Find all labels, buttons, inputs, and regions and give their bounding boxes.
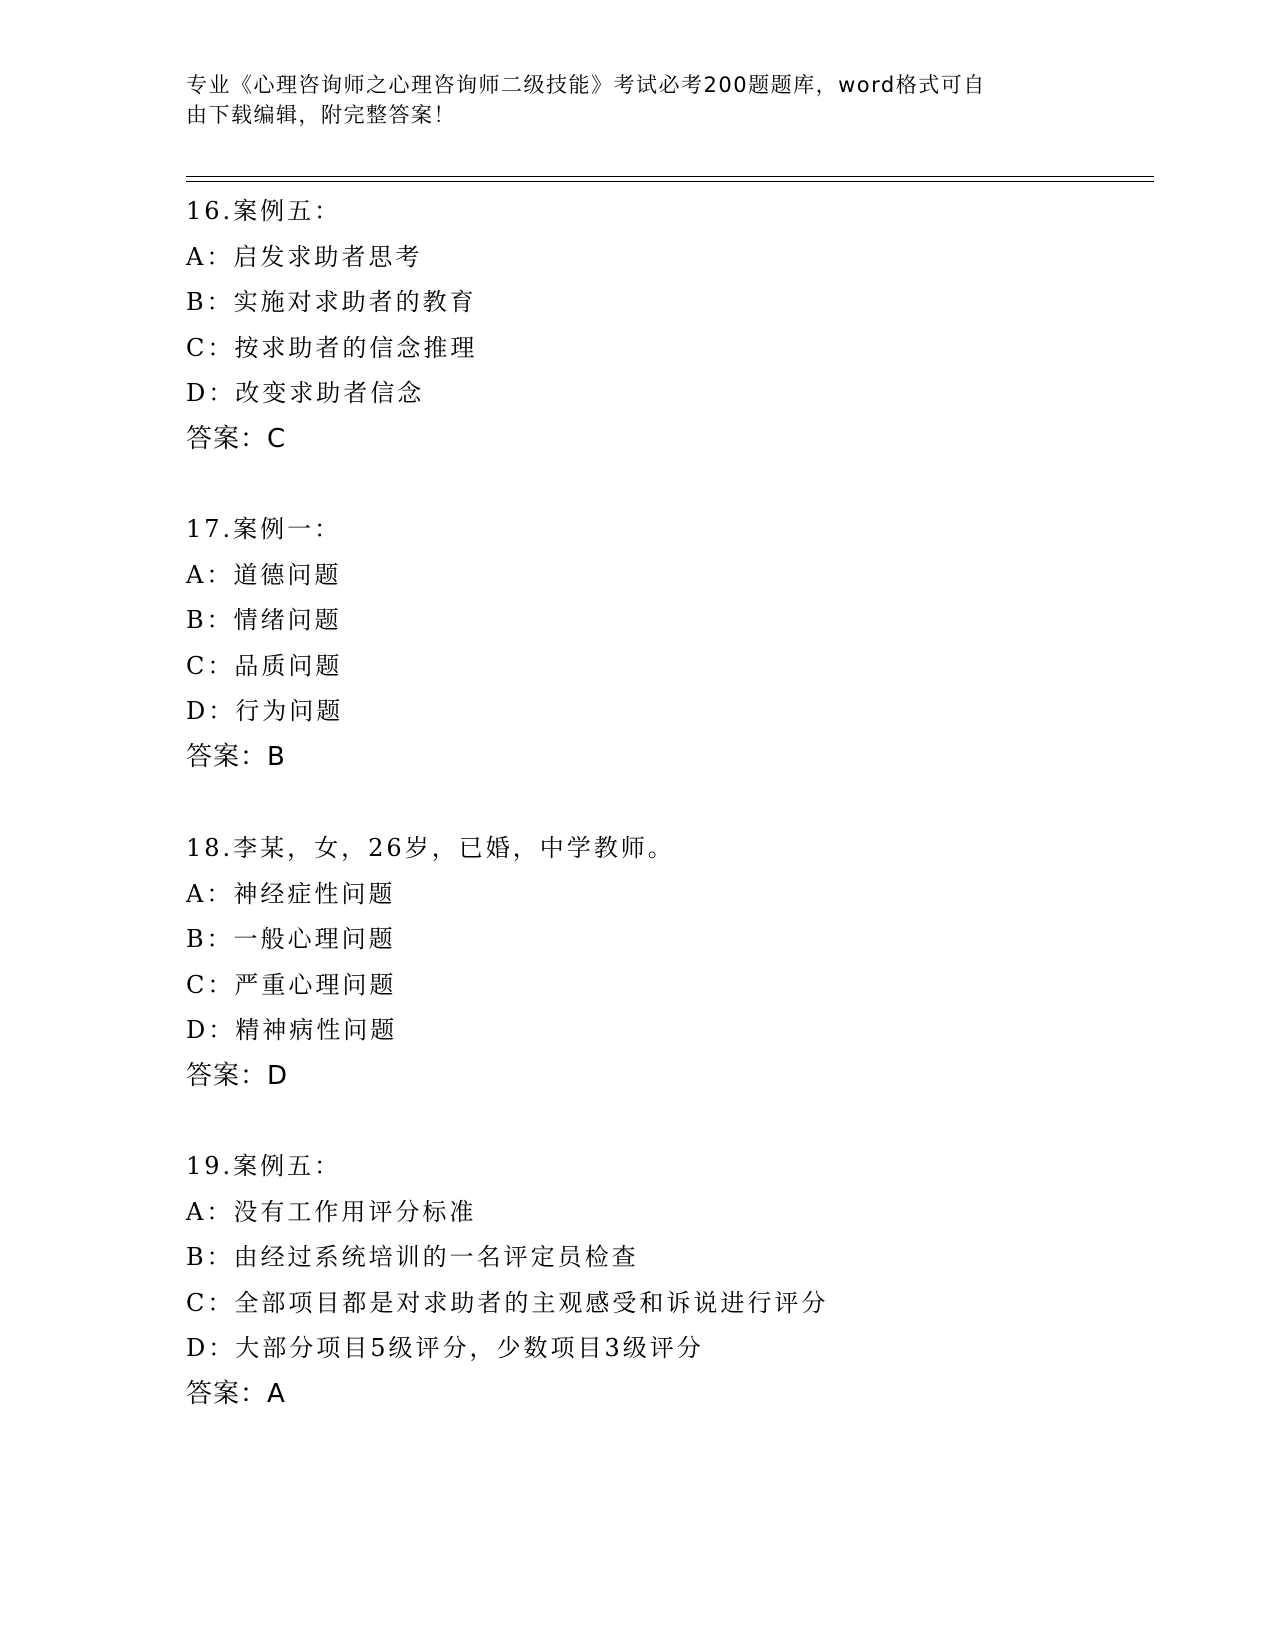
header-divider-bottom: [186, 181, 1154, 182]
option-b: B：一般心理问题: [186, 925, 396, 953]
option-a: A：神经症性问题: [186, 879, 396, 908]
header-line-1: 专业《心理咨询师之心理咨询师二级技能》考试必考200题题库，word格式可自: [186, 73, 986, 97]
document-header: [186, 70, 1066, 130]
answer-label: 答案：C: [186, 423, 287, 454]
option-b: B：实施对求助者的教育: [186, 288, 477, 316]
header-line-2: 由下载编辑，附完整答案！: [186, 103, 456, 127]
question-16: [186, 189, 1154, 462]
answer-label: 答案：D: [186, 1060, 289, 1091]
option-a: A：道德问题: [186, 560, 342, 589]
option-a: A：启发求助者思考: [186, 242, 423, 271]
option-d: D：精神病性问题: [186, 1016, 398, 1044]
option-b: B：由经过系统培训的一名评定员检查: [186, 1243, 639, 1271]
question-stem: 17.案例一：: [186, 515, 342, 543]
question-stem: 16.案例五：: [186, 197, 342, 225]
question-17: [186, 507, 1154, 780]
option-d: D：行为问题: [186, 697, 344, 725]
answer-label: 答案：B: [186, 741, 286, 772]
option-c: C：严重心理问题: [186, 970, 397, 999]
option-d: D：改变求助者信念: [186, 379, 425, 407]
answer-label: 答案：A: [186, 1378, 286, 1409]
option-c: C：品质问题: [186, 651, 343, 680]
option-a: A：没有工作用评分标准: [186, 1197, 477, 1226]
question-19: [186, 1144, 1154, 1417]
option-c: C：按求助者的信念推理: [186, 333, 478, 362]
question-stem: 18.李某，女，26岁，已婚，中学教师。: [186, 834, 675, 862]
option-c: C：全部项目都是对求助者的主观感受和诉说进行评分: [186, 1288, 829, 1317]
option-d: D：大部分项目5级评分，少数项目3级评分: [186, 1334, 704, 1362]
option-b: B：情绪问题: [186, 606, 342, 634]
header-divider-top: [186, 176, 1154, 177]
question-18: [186, 826, 1154, 1099]
question-stem: 19.案例五：: [186, 1152, 342, 1180]
